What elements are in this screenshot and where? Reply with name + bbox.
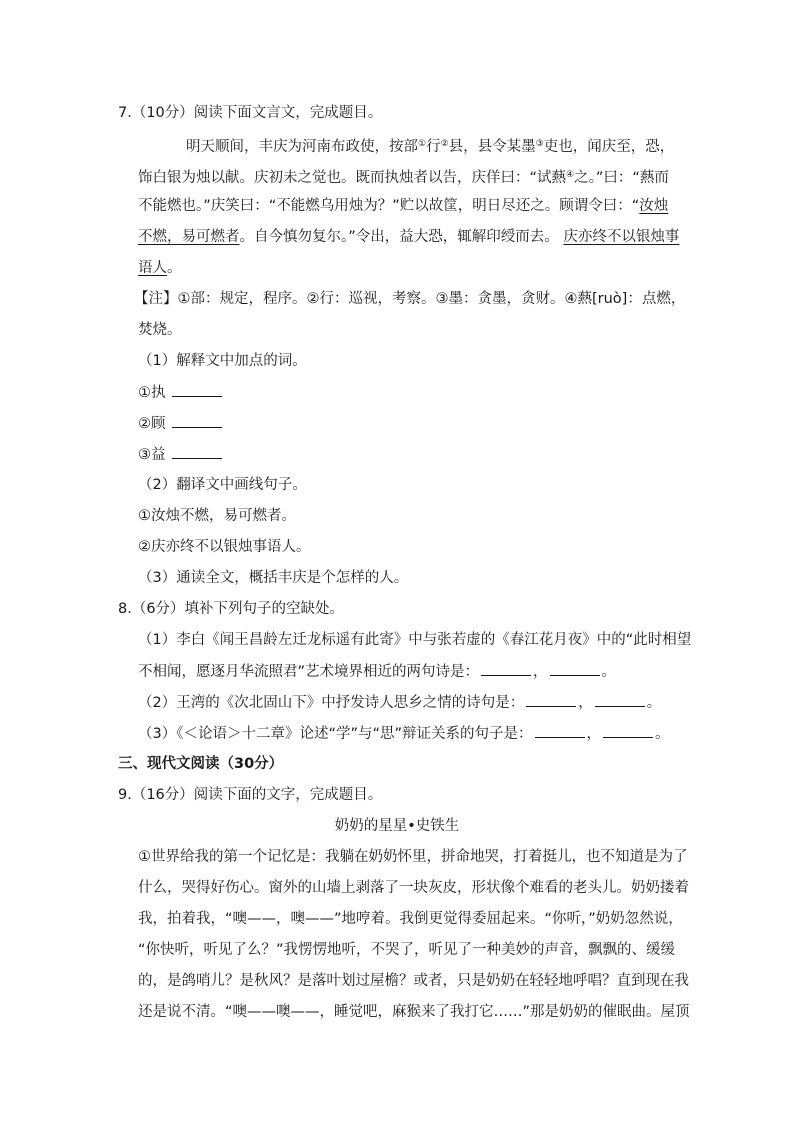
answer-blank[interactable] [535,723,585,738]
answer-blank[interactable] [172,444,222,459]
q7-note-line-1: 【注】①部：规定，程序。②行：巡视，考察。③墨：贪墨，贪财。④爇[ruò]：点燃， [134,291,686,307]
passage-line-2: 什么，哭得好伤心。窗外的山墙上剥落了一块灰皮，形状像个难看的老头儿。奶奶搂着 [138,880,689,896]
q7-para-line-4: 不燃，易可燃者。自今慎勿复尔。”令出，益大恐，辄解印绶而去。 庆亦终不以银烛事 [138,229,680,245]
q9-heading: 9.（16分）阅读下面的文字，完成题目。 [118,787,383,803]
passage-line-4: “你快听，听见了么？”我愣愣地听，不哭了，听见了一种美妙的声音，飘飘的、缓缓 [138,942,676,958]
answer-blank[interactable] [172,413,222,428]
q7-para-line-1: 明天顺间，丰庆为河南布政使，按部①行②县，县令某墨③吏也，闻庆至，恐， [186,139,675,155]
answer-blank[interactable] [550,661,600,676]
q7-para-line-3: 不能燃也。”庆笑曰：“不能燃乌用烛为？”贮以故筐，明日尽还之。顾谓令曰：“汝烛 [138,198,669,214]
underlined-sentence-2a: 庆亦终不以银烛事 [563,229,680,245]
q7-sub2: （2）翻译文中画线句子。 [138,477,307,493]
underlined-sentence-2b: 语人 [138,260,167,276]
note-mark-4: ④ [566,170,575,180]
answer-blank[interactable] [603,723,653,738]
q8-item-1-line-1: （1）李白《闻王昌龄左迁龙标遥有此寄》中与张若虚的《春江花月夜》中的“此时相望 [138,632,692,648]
underlined-sentence-1a: 汝烛 [639,198,669,214]
passage-title: 奶奶的星星•史铁生 [334,818,460,834]
q8-item-3: （3）《＜论语＞十二章》论述“学”与“思”辩证关系的句子是： ， 。 [138,723,670,744]
passage-line-3: 我，拍着我，“噢——，噢——”地哼着。我倒更觉得委屈起来。“你听，”奶奶忽然说， [138,911,683,927]
q8-item-1-line-2: 不相闻，愿逐月华流照君”艺术境界相近的两句诗是： ， 。 [138,661,616,682]
q8-item-2: （2）王湾的《次北固山下》中抒发诗人思乡之情的诗句是： ， 。 [138,692,661,713]
answer-blank[interactable] [481,661,531,676]
q7-sentence-2: ②庆亦终不以银烛事语人。 [138,539,311,555]
q7-sub1: （1）解释文中加点的词。 [138,353,307,369]
q8-heading: 8.（6分）填补下列句子的空缺处。 [118,601,345,617]
q7-word-2: ②顾 [138,413,224,434]
passage-line-1: ①世界给我的第一个记忆是：我躺在奶奶怀里，拼命地哭，打着挺儿，也不知道是为了 [138,849,688,865]
answer-blank[interactable] [172,382,222,397]
answer-blank[interactable] [595,692,645,707]
q7-para-line-2: 饰白银为烛以献。庆初未之觉也。既而执烛者以告，庆佯曰：“试爇④之。”曰：“爇而 [138,170,669,186]
section-heading: 三、现代文阅读（30分） [118,756,284,772]
q7-word-3: ③益 [138,444,224,465]
q7-word-1: ①执 [138,382,224,403]
underlined-sentence-1b: 不燃，易可燃者 [138,229,240,245]
q7-note-line-2: 焚烧。 [138,322,182,338]
passage-line-6: 还是说不清。“噢——噢——，睡觉吧，麻猴来了我打它……”那是奶奶的催眠曲。屋顶 [138,1004,690,1020]
answer-blank[interactable] [526,692,576,707]
q7-heading: 7.（10分）阅读下面文言文，完成题目。 [118,105,383,121]
passage-line-5: 的，是鸽哨儿？是秋风？是落叶划过屋檐？或者，只是奶奶在轻轻地呼唱？直到现在我 [138,973,689,989]
note-mark-2: ② [440,139,449,149]
q7-sentence-1: ①汝烛不燃，易可燃者。 [138,508,296,524]
q7-para-line-5: 语人。 [138,260,182,276]
note-mark-1: ① [418,139,427,149]
q7-sub3: （3）通读全文，概括丰庆是个怎样的人。 [138,570,409,586]
note-mark-3: ③ [535,139,544,149]
